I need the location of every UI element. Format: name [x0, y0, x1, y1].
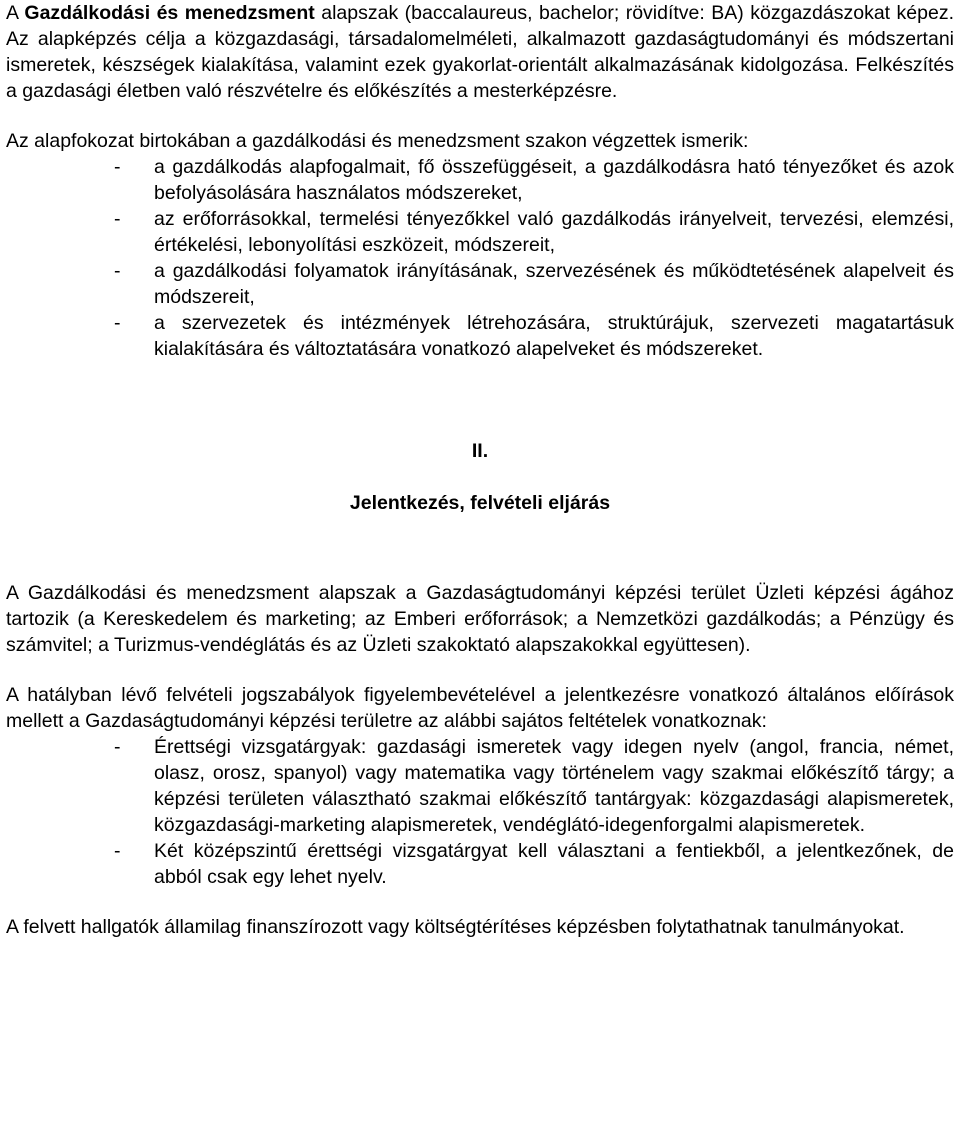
dash-bullet: -: [114, 208, 121, 230]
list-item: [6, 838, 954, 890]
intro-text: alapszak (baccalaureus, bachelor; rövidítve: BA) közgazdászokat képez. Az alapképzés célja a közgazdasági, társadalomelméleti, alkalmazott gazdaságtudományi és módszertani ismeretek, készségek kialakítása, valamint ezek gyakorlat-orientált alkalmazásának kidolgozása. Felkészítés a gazdasági életben való részvételre és előkészítés a mesterképzésre.: [6, 2, 954, 102]
paragraph-program-area: A Gazdálkodási és menedzsment alapszak a Gazdaságtudományi képzési terület Üzleti képzési ágához tartozik (a Kereskedelem és marketing; az Emberi erőforrások; a Nemzetközi gazdálkodás; a Pénzügy és számvitel; a Turizmus-vendéglátás és az Üzleti szakoktató alapszakokkal együttesen).: [6, 582, 954, 656]
section-title: Jelentkezés, felvételi eljárás: [349, 492, 611, 514]
list-item: [6, 734, 954, 838]
dash-bullet: -: [114, 840, 121, 862]
list-item: [6, 206, 954, 258]
list-item-text: a gazdálkodási folyamatok irányításának, szervezésének és működtetésének alapelveit és módszereit,: [154, 260, 954, 308]
list-item: [6, 154, 954, 206]
list-item-text: Két középszintű érettségi vizsgatárgyat kell választani a fentiekből, a jelentkezőnek, de abból csak egy lehet nyelv.: [154, 840, 954, 888]
dash-bullet: -: [114, 736, 121, 758]
program-name: Gazdálkodási és menedzsment: [24, 2, 315, 24]
dash-bullet: -: [114, 260, 121, 282]
section-number: II.: [471, 440, 489, 462]
list-item-text: az erőforrásokkal, termelési tényezőkkel való gazdálkodás irányelveit, tervezési, elemzési, értékelési, lebonyolítási eszközeit, módszereit,: [154, 208, 954, 256]
intro-prefix: A: [6, 2, 25, 24]
competences-lead: Az alapfokozat birtokában a gazdálkodási és menedzsment szakon végzettek ismerik:: [6, 130, 749, 152]
paragraph-funding: A felvett hallgatók államilag finanszírozott vagy költségtérítéses képzésben folytathatnak tanulmányokat.: [6, 916, 905, 938]
intro-paragraph: [6, 0, 954, 104]
paragraph-admission-rules: A hatályban lévő felvételi jogszabályok figyelembevételével a jelentkezésre vonatkozó általános előírások mellett a Gazdaságtudományi képzési területre az alábbi sajátos feltételek vonatkoznak:: [6, 684, 954, 732]
list-item-text: a szervezetek és intézmények létrehozására, struktúrájuk, szervezeti magatartásuk kialakítására és változtatására vonatkozó alapelveket és módszereket.: [154, 312, 954, 360]
admission-list: [6, 734, 954, 890]
list-item-text: Érettségi vizsgatárgyak: gazdasági ismeretek vagy idegen nyelv (angol, francia, német, olasz, orosz, spanyol) vagy matematika vagy történelem vagy szakmai előkészítő tárgy; a képzési területen választható szakmai előkészítő tantárgyak: közgazdasági alapismeretek, közgazdasági-marketing alapismeretek, vendéglátó-idegenforgalmi alapismeretek.: [154, 736, 954, 836]
dash-bullet: -: [114, 312, 121, 334]
list-item-text: a gazdálkodás alapfogalmait, fő összefüggéseit, a gazdálkodásra ható tényezőket és azok befolyásolására használatos módszereket,: [154, 156, 954, 204]
competences-list: [6, 154, 954, 362]
document-page: [6, 0, 954, 940]
dash-bullet: -: [114, 156, 121, 178]
list-item: [6, 310, 954, 362]
list-item: [6, 258, 954, 310]
